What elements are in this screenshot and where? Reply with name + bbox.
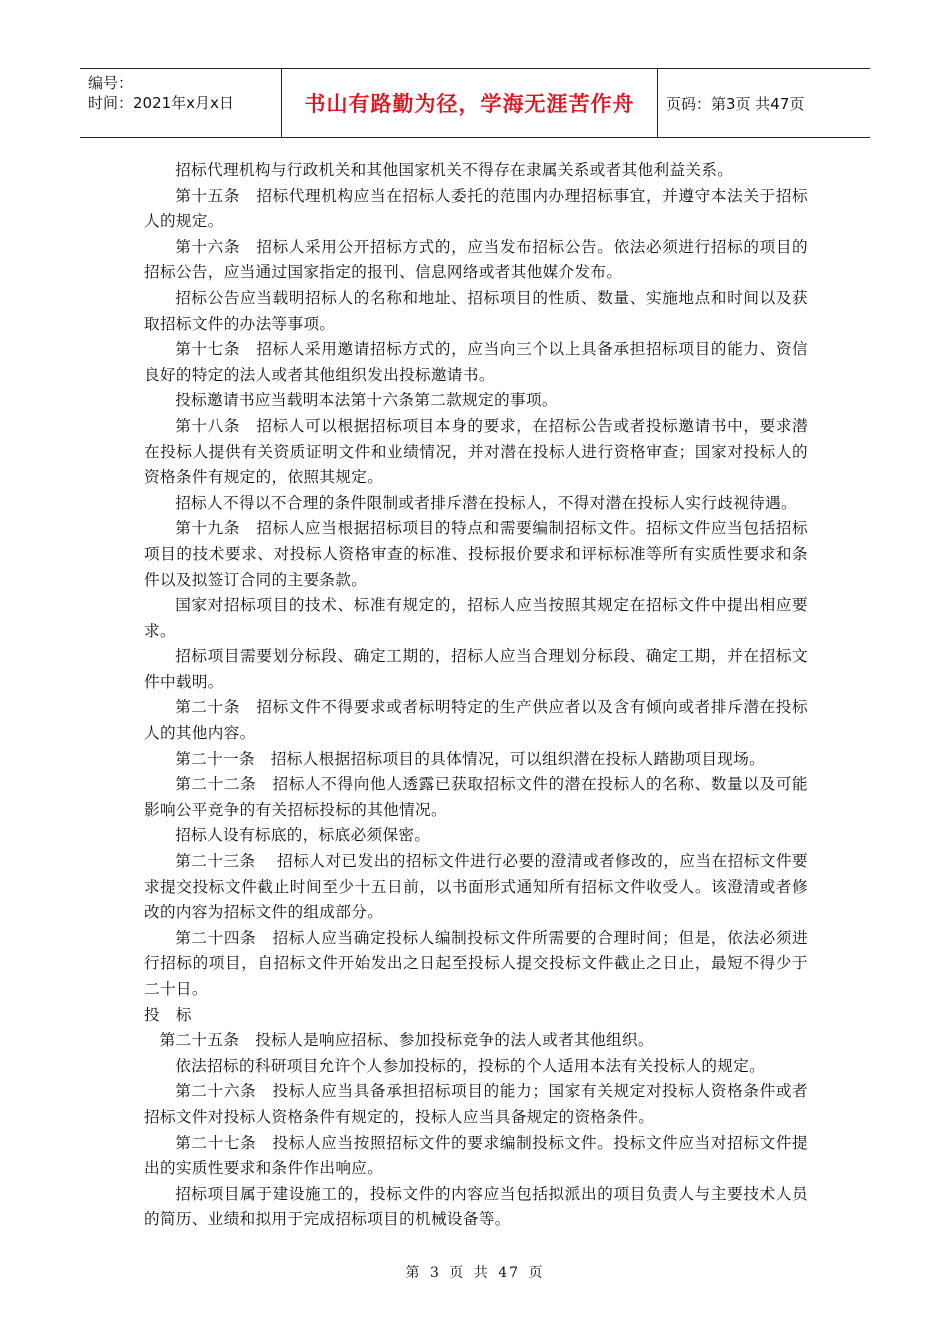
paragraph: 第二十二条 招标人不得向他人透露已获取招标文件的潜在投标人的名称、数量以及可能影响公平竞争的有关招标投标的其他情况。 [144, 775, 808, 819]
paragraph: 第二十一条 招标人根据招标项目的具体情况，可以组织潜在投标人踏勘项目现场。 [175, 749, 766, 768]
paragraph: 第十六条 招标人采用公开招标方式的，应当发布招标公告。依法必须进行招标的项目的招标公告，应当通过国家指定的报刊、信息网络或者其他媒介发布。 [144, 237, 808, 282]
paragraph: 第十九条 招标人应当根据招标项目的特点和需要编制招标文件。招标文件应当包括招标项目的技术要求、对投标人资格审查的标准、投标报价要求和评标标准等所有实质性要求和条件以及拟签订合同的主要条款。 [144, 519, 808, 589]
paragraph: 招标项目属于建设施工的，投标文件的内容应当包括拟派出的项目负责人与主要技术人员的简历、业绩和拟用于完成招标项目的机械设备等。 [144, 1184, 808, 1229]
section-heading: 投 标 [144, 1005, 192, 1024]
paragraph: 第二十三条 招标人对已发出的招标文件进行必要的澄清或者修改的，应当在招标文件要求提交投标文件截止时间至少十五日前，以书面形式通知所有招标文件收受人。该澄清或者修改的内容为招标文件的组成部分。 [144, 852, 808, 922]
paragraph: 招标项目需要划分标段、确定工期的，招标人应当合理划分标段、确定工期，并在招标文件中载明。 [144, 647, 808, 691]
paragraph: 招标代理机构与行政机关和其他国家机关不得存在隶属关系或者其他利益关系。 [175, 161, 734, 179]
paragraph: 第十八条 招标人可以根据招标项目本身的要求，在招标公告或者投标邀请书中，要求潜在投标人提供有关资质证明文件和业绩情况，并对潜在投标人进行资格审查；国家对投标人的资格条件有规定的，依照其规定。 [144, 416, 808, 487]
paragraph: 招标人不得以不合理的条件限制或者排斥潜在投标人，不得对潜在投标人实行歧视待遇。 [175, 493, 797, 512]
page-header [80, 68, 870, 138]
paragraph: 投标邀请书应当载明本法第十六条第二款规定的事项。 [175, 391, 558, 410]
header-page-label: 页码：第3页 共47页 [666, 94, 805, 113]
page-footer: 第 3 页 共 47 页 [405, 1265, 545, 1281]
serial-label: 编号： [88, 74, 134, 92]
paragraph: 第十七条 招标人采用邀请招标方式的，应当向三个以上具备承担招标项目的能力、资信良好的特定的法人或者其他组织发出投标邀请书。 [144, 340, 808, 384]
document-body [144, 158, 808, 1233]
time-label: 时间：2021年x月x日 [88, 94, 234, 112]
paragraph: 招标公告应当载明招标人的名称和地址、招标项目的性质、数量、实施地点和时间以及获取招标文件的办法等事项。 [144, 288, 808, 333]
paragraph: 第二十四条 招标人应当确定投标人编制投标文件所需要的合理时间；但是，依法必须进行招标的项目，自招标文件开始发出之日起至投标人提交投标文件截止之日止，最短不得少于二十日。 [144, 928, 808, 998]
paragraph: 招标人设有标底的，标底必须保密。 [175, 826, 431, 845]
paragraph: 第二十五条 投标人是响应招标、参加投标竞争的法人或者其他组织。 [159, 1031, 654, 1050]
paragraph: 依法招标的科研项目允许个人参加投标的，投标的个人适用本法有关投标人的规定。 [175, 1056, 766, 1075]
paragraph: 第二十七条 投标人应当按照招标文件的要求编制投标文件。投标文件应当对招标文件提出的实质性要求和条件作出响应。 [144, 1133, 808, 1178]
paragraph: 第十五条 招标代理机构应当在招标人委托的范围内办理招标事宜，并遵守本法关于招标人的规定。 [144, 186, 808, 231]
paragraph: 第二十条 招标文件不得要求或者标明特定的生产供应者以及含有倾向或者排斥潜在投标人的其他内容。 [144, 698, 808, 743]
header-motto: 书山有路勤为径，学海无涯苦作舟 [282, 69, 658, 137]
paragraph: 国家对招标项目的技术、标准有规定的，招标人应当按照其规定在招标文件中提出相应要求。 [144, 596, 808, 640]
header-meta [80, 69, 282, 137]
paragraph: 第二十六条 投标人应当具备承担招标项目的能力；国家有关规定对投标人资格条件或者招标文件对投标人资格条件有规定的，投标人应当具备规定的资格条件。 [144, 1082, 808, 1126]
